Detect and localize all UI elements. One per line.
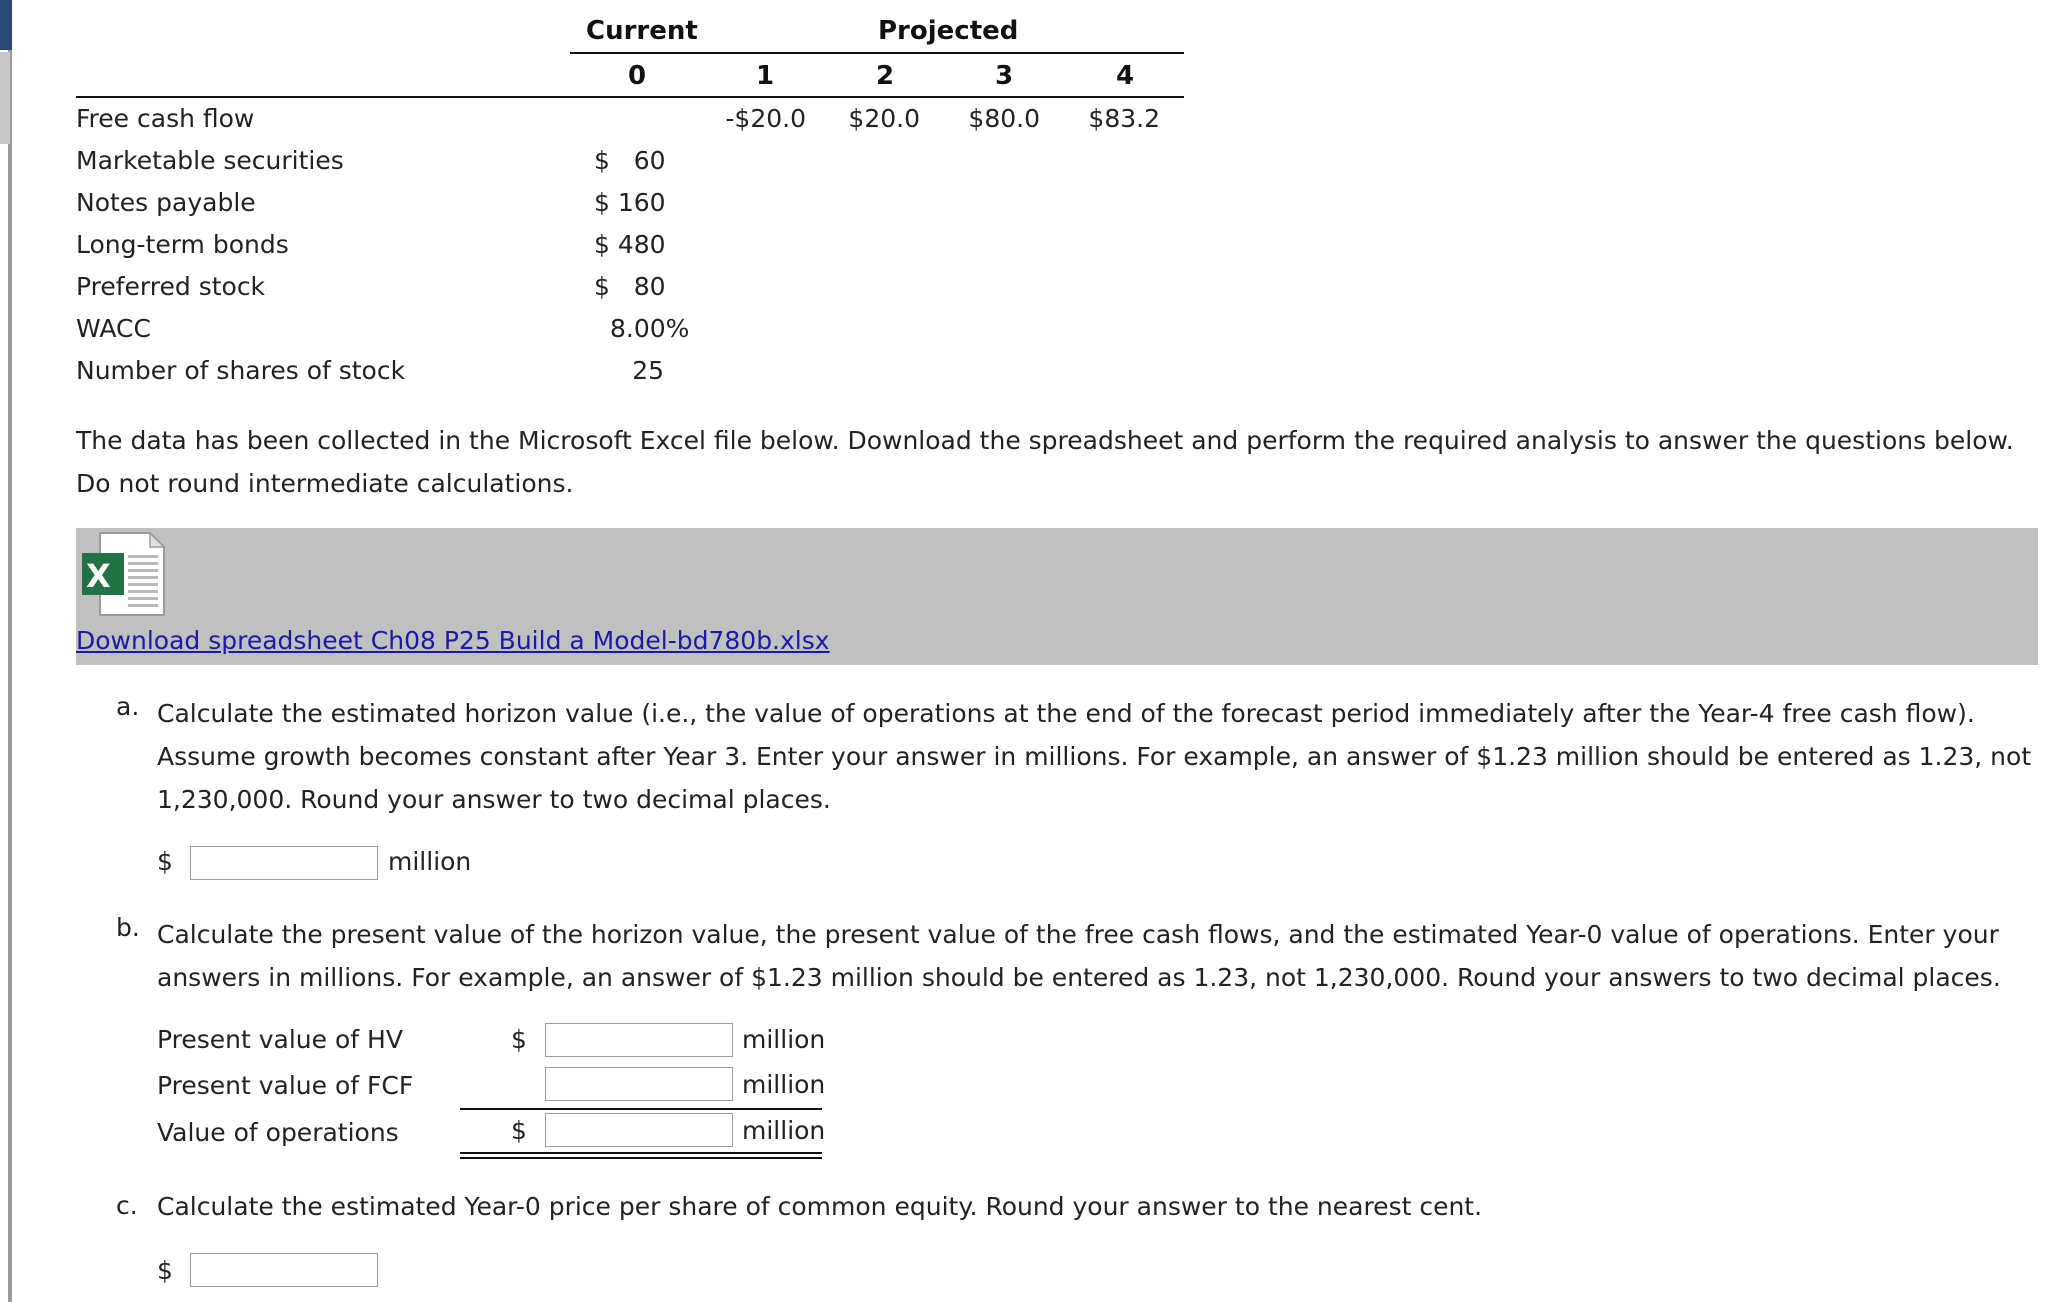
value-ops-input[interactable] <box>545 1113 733 1147</box>
total-double-line-bottom <box>460 1157 822 1159</box>
download-spreadsheet-link[interactable]: Download spreadsheet Ch08 P25 Build a Model-bd780b.xlsx <box>76 626 830 655</box>
value-shares: 25 <box>632 356 664 385</box>
header-current: Current <box>586 16 698 46</box>
window-edge-accent <box>0 0 12 50</box>
question-b-marker: b. <box>116 913 140 942</box>
answer-c-currency: $ <box>157 1256 173 1285</box>
value-ops-unit: million <box>742 1116 826 1145</box>
intro-text: The data has been collected in the Microsoft Excel file below. Download the spreadsheet and perform the required analysis to answer the questions below. Do not round intermediate calculations. <box>76 426 2014 498</box>
total-double-line-top <box>460 1152 822 1154</box>
pv-fcf-input[interactable] <box>545 1067 733 1101</box>
excel-icon-letter: X <box>86 557 111 595</box>
row-label-fcf: Free cash flow <box>76 104 255 133</box>
row-label-long-term-bonds: Long-term bonds <box>76 230 289 259</box>
fcf-year-2: $20.0 <box>848 104 920 133</box>
header-divider <box>570 52 1184 54</box>
value-ops-currency: $ <box>511 1116 527 1145</box>
row-label-preferred-stock: Preferred stock <box>76 272 266 301</box>
value-preferred-stock: $ 80 <box>594 272 666 301</box>
year-4: 4 <box>1116 61 1135 91</box>
row-label-marketable-securities: Marketable securities <box>76 146 344 175</box>
pv-fcf-unit: million <box>742 1070 826 1099</box>
pv-hv-input[interactable] <box>545 1023 733 1057</box>
question-c-text: Calculate the estimated Year-0 price per share of common equity. Round your answer to the nearest cent. <box>157 1192 1483 1221</box>
pv-hv-unit: million <box>742 1025 826 1054</box>
pv-fcf-label: Present value of FCF <box>157 1071 414 1100</box>
value-wacc: 8.00% <box>610 314 690 343</box>
price-per-share-input[interactable] <box>190 1253 378 1287</box>
answer-a-currency: $ <box>157 847 173 876</box>
header-projected: Projected <box>878 16 1019 46</box>
year-2: 2 <box>876 61 895 91</box>
row-label-shares: Number of shares of stock <box>76 356 406 385</box>
year-3: 3 <box>995 61 1014 91</box>
fcf-year-1: -$20.0 <box>725 104 806 133</box>
sum-line <box>460 1108 822 1110</box>
row-label-notes-payable: Notes payable <box>76 188 256 217</box>
pv-hv-label: Present value of HV <box>157 1025 403 1054</box>
year-1: 1 <box>756 61 775 91</box>
value-notes-payable: $ 160 <box>594 188 666 217</box>
horizon-value-input[interactable] <box>190 846 378 880</box>
answer-a-unit: million <box>388 847 472 876</box>
question-a-marker: a. <box>116 692 140 721</box>
year-divider <box>76 96 1184 98</box>
question-b-text: Calculate the present value of the horizon value, the present value of the free cash flows, and the estimated Year-0 value of operations. Enter your answers in millions. For example, an answer of $1.23 million should be entered as 1.23, not 1,230,000. Round your answers to two decimal places. <box>157 920 2001 992</box>
pv-hv-currency: $ <box>511 1025 527 1054</box>
value-marketable-securities: $ 60 <box>594 146 666 175</box>
window-edge-tab <box>0 52 10 144</box>
question-a-text: Calculate the estimated horizon value (i.e., the value of operations at the end of the forecast period immediately after the Year-4 free cash flow). Assume growth becomes constant after Year 3. Enter your answer in millions. For example, an answer of $1.23 million should be entered as 1.23, not 1,230,000. Round your answer to two decimal places. <box>157 699 2032 814</box>
excel-file-icon[interactable] <box>80 531 166 617</box>
value-ops-label: Value of operations <box>157 1118 399 1147</box>
fcf-year-3: $80.0 <box>968 104 1040 133</box>
row-label-wacc: WACC <box>76 314 151 343</box>
year-0: 0 <box>628 61 647 91</box>
value-long-term-bonds: $ 480 <box>594 230 666 259</box>
window-edge <box>8 0 12 1302</box>
fcf-year-4: $83.2 <box>1088 104 1160 133</box>
question-c-marker: c. <box>116 1191 138 1220</box>
